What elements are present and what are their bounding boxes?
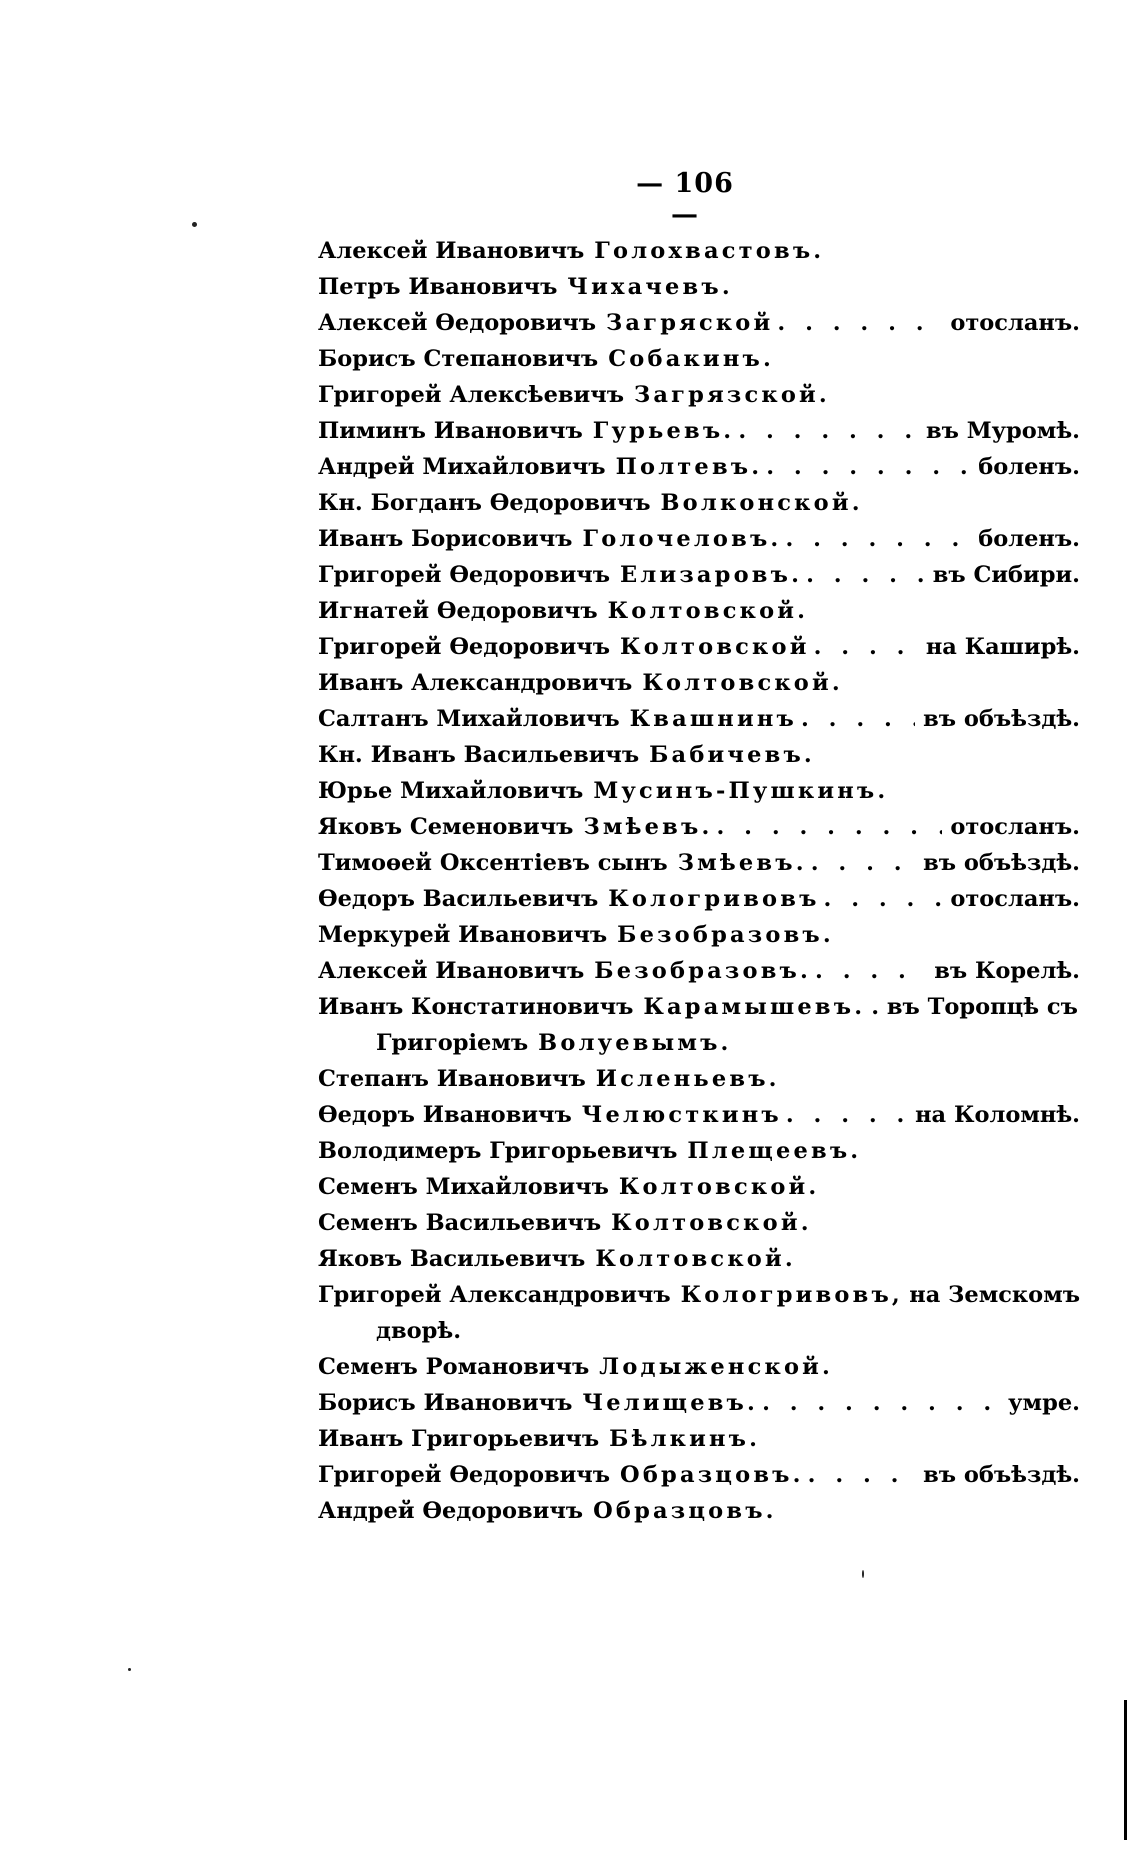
entry-given-name: Петръ Ивановичъ <box>318 274 558 300</box>
entry-given-name: Тимоөей Оксентiевъ сынъ <box>318 850 668 876</box>
list-item <box>318 269 1080 305</box>
entry-surname: Плещеевъ. <box>687 1138 862 1164</box>
list-item <box>318 413 1080 449</box>
list-item <box>318 1205 1080 1241</box>
entry-given-name: Меркурей Ивановичъ <box>318 922 608 948</box>
list-item <box>318 341 1080 377</box>
entry-given-name: Кн. Богданъ Өедоровичъ <box>318 490 651 516</box>
entry-given-name: Яковъ Васильевичъ <box>318 1246 586 1272</box>
list-item <box>318 1061 1080 1097</box>
list-item <box>318 737 1080 773</box>
list-item <box>318 305 1080 341</box>
list-item <box>318 809 1080 845</box>
entry-surname: Кологривовъ <box>608 886 820 912</box>
dot-leader <box>785 521 970 557</box>
entry-given-name: Григорей Өедоровичъ <box>318 634 611 660</box>
entry-surname: Волконской. <box>660 490 863 516</box>
entry-note: въ Муромѣ. <box>926 418 1080 444</box>
entry-given-name: Алексей Ивановичъ <box>318 958 585 984</box>
entry-list <box>318 233 1080 1529</box>
entry-given-name: Семенъ Михайловичъ <box>318 1174 609 1200</box>
entry-surname: Колтовской <box>620 634 810 660</box>
entry-given-name: Яковъ Семеновичъ <box>318 814 574 840</box>
entry-given-name: Григорiемъ <box>376 1030 529 1056</box>
dot-leader <box>824 881 943 917</box>
list-item <box>318 1349 1080 1385</box>
entry-note: боленъ. <box>978 526 1080 552</box>
entry-surname: Змѣевъ. <box>677 850 807 876</box>
entry-surname: Чихачевъ. <box>567 274 733 300</box>
entry-surname: Безобразовъ. <box>594 958 812 984</box>
right-margin-rule <box>1124 1700 1127 1840</box>
list-item <box>318 1169 1080 1205</box>
entry-surname: Колтовской. <box>611 1210 812 1236</box>
entry-surname: Гурьевъ. <box>592 418 735 444</box>
entry-note: въ Корелѣ. <box>934 958 1080 984</box>
entry-given-name: Семенъ Романовичъ <box>318 1354 590 1380</box>
list-item <box>318 233 1080 269</box>
dot-leader <box>777 305 942 341</box>
entry-note: . въ Торопцѣ съ <box>871 994 1078 1020</box>
list-item <box>318 1133 1080 1169</box>
entry-given-name: Григорей Өедоровичъ <box>318 562 611 588</box>
entry-given-name: Степанъ Ивановичъ <box>318 1066 586 1092</box>
entry-given-name: Иванъ Григорьевичъ <box>318 1426 600 1452</box>
entry-given-name: Борисъ Степановичъ <box>318 346 599 372</box>
entry-note: отосланъ. <box>950 310 1080 336</box>
entry-surname: Бабичевъ. <box>649 742 815 768</box>
entry-surname: Образцовъ. <box>593 1498 777 1524</box>
list-item <box>318 989 1080 1025</box>
entry-given-name: Андрей Өедоровичъ <box>318 1498 584 1524</box>
entry-surname: Колтовской. <box>642 670 843 696</box>
entry-given-name: Григорей Александровичъ <box>318 1282 671 1308</box>
entry-note: въ объѣздѣ. <box>923 1462 1080 1488</box>
dot-leader <box>806 557 925 593</box>
entry-surname: Волуевымъ. <box>538 1030 732 1056</box>
scan-speck <box>128 1668 131 1671</box>
list-item <box>318 1097 1080 1133</box>
entry-given-name: Иванъ Констатиновичъ <box>318 994 634 1020</box>
list-item <box>318 1241 1080 1277</box>
entry-given-name: дворѣ. <box>376 1318 462 1344</box>
entry-given-name: Кн. Иванъ Васильевичъ <box>318 742 640 768</box>
list-item <box>318 917 1080 953</box>
list-item <box>318 773 1080 809</box>
entry-surname: Челюсткинъ <box>581 1102 782 1128</box>
dot-leader <box>738 413 918 449</box>
entry-surname: Лодыженской. <box>599 1354 834 1380</box>
entry-surname: Квашнинъ <box>629 706 797 732</box>
dot-leader <box>808 1457 915 1493</box>
list-item <box>318 665 1080 701</box>
scan-speck <box>862 1570 864 1578</box>
entry-note: въ объѣздѣ. <box>923 706 1080 732</box>
entry-surname: Собакинъ. <box>608 346 774 372</box>
list-item <box>318 1385 1080 1421</box>
entry-surname: Голохвастовъ. <box>594 238 825 264</box>
entry-note: на Каширѣ. <box>925 634 1080 660</box>
entry-given-name: Андрей Михайловичъ <box>318 454 606 480</box>
entry-surname: Исленьевъ. <box>595 1066 780 1092</box>
entry-note: боленъ. <box>978 454 1080 480</box>
list-item <box>318 845 1080 881</box>
entry-surname: Загрязской. <box>633 382 830 408</box>
dot-leader <box>815 953 926 989</box>
entry-note: на Земскомъ <box>909 1282 1080 1308</box>
list-item <box>318 449 1080 485</box>
entry-note: на Коломнѣ. <box>915 1102 1080 1128</box>
entry-given-name: Григорей Өедоровичъ <box>318 1462 611 1488</box>
entry-surname: Челищевъ. <box>582 1390 759 1416</box>
list-item <box>318 701 1080 737</box>
entry-given-name: Пиминъ Ивановичъ <box>318 418 583 444</box>
entry-given-name: Семенъ Васильевичъ <box>318 1210 602 1236</box>
entry-note: отосланъ. <box>950 814 1080 840</box>
entry-surname: Елизаровъ. <box>620 562 803 588</box>
dot-leader <box>786 1097 907 1133</box>
list-item <box>318 629 1080 665</box>
entry-note: отосланъ. <box>950 886 1080 912</box>
entry-surname: Загряской <box>606 310 774 336</box>
list-item <box>318 1421 1080 1457</box>
entry-given-name: Салтанъ Михайловичъ <box>318 706 620 732</box>
entry-note: въ объѣздѣ. <box>923 850 1080 876</box>
entry-surname: Безобразовъ. <box>617 922 834 948</box>
entry-given-name: Григорей Алексѣевичъ <box>318 382 624 408</box>
entry-note: умре. <box>1008 1390 1080 1416</box>
entry-given-name: Алексей Ивановичъ <box>318 238 585 264</box>
dot-leader <box>766 449 970 485</box>
dot-leader <box>762 1385 1000 1421</box>
entry-given-name: Игнатей Өедоровичъ <box>318 598 598 624</box>
list-item <box>318 557 1080 593</box>
entry-surname: Мусинъ-Пушкинъ. <box>593 778 889 804</box>
list-item <box>318 1277 1080 1313</box>
page-number: — 106 — <box>636 168 734 230</box>
entry-given-name: Өедоръ Ивановичъ <box>318 1102 572 1128</box>
list-item <box>318 881 1080 917</box>
entry-given-name: Өедоръ Васильевичъ <box>318 886 599 912</box>
entry-surname: Колтовской. <box>618 1174 820 1200</box>
entry-surname: Образцовъ. <box>620 1462 804 1488</box>
entry-surname: Карамышевъ. <box>643 994 866 1020</box>
entry-surname: Полтевъ. <box>615 454 763 480</box>
entry-surname: Колтовской. <box>607 598 809 624</box>
entry-given-name: Алексей Өедоровичъ <box>318 310 596 336</box>
list-item <box>318 1493 1080 1529</box>
entry-given-name: Юрье Михайловичъ <box>318 778 584 804</box>
entry-given-name: Володимеръ Григорьевичъ <box>318 1138 678 1164</box>
entry-surname: Змѣевъ. <box>583 814 713 840</box>
entry-surname: Кологривовъ, <box>680 1282 903 1308</box>
list-item <box>318 377 1080 413</box>
dot-leader <box>811 845 915 881</box>
entry-given-name: Борисъ Ивановичъ <box>318 1390 573 1416</box>
entry-continuation-line <box>318 1313 1080 1349</box>
list-item <box>318 953 1080 989</box>
entry-given-name: Иванъ Александровичъ <box>318 670 633 696</box>
list-item <box>318 485 1080 521</box>
scan-speck <box>192 222 197 227</box>
entry-note: въ Сибири. <box>932 562 1080 588</box>
list-item <box>318 521 1080 557</box>
dot-leader <box>814 629 918 665</box>
list-item <box>318 593 1080 629</box>
dot-leader <box>801 701 915 737</box>
dot-leader <box>716 809 942 845</box>
list-item <box>318 1457 1080 1493</box>
entry-surname: Бѣлкинъ. <box>609 1426 761 1452</box>
entry-given-name: Иванъ Борисовичъ <box>318 526 573 552</box>
entry-surname: Колтовской. <box>595 1246 796 1272</box>
entry-surname: Голочеловъ. <box>582 526 782 552</box>
entry-continuation-line <box>318 1025 1080 1061</box>
